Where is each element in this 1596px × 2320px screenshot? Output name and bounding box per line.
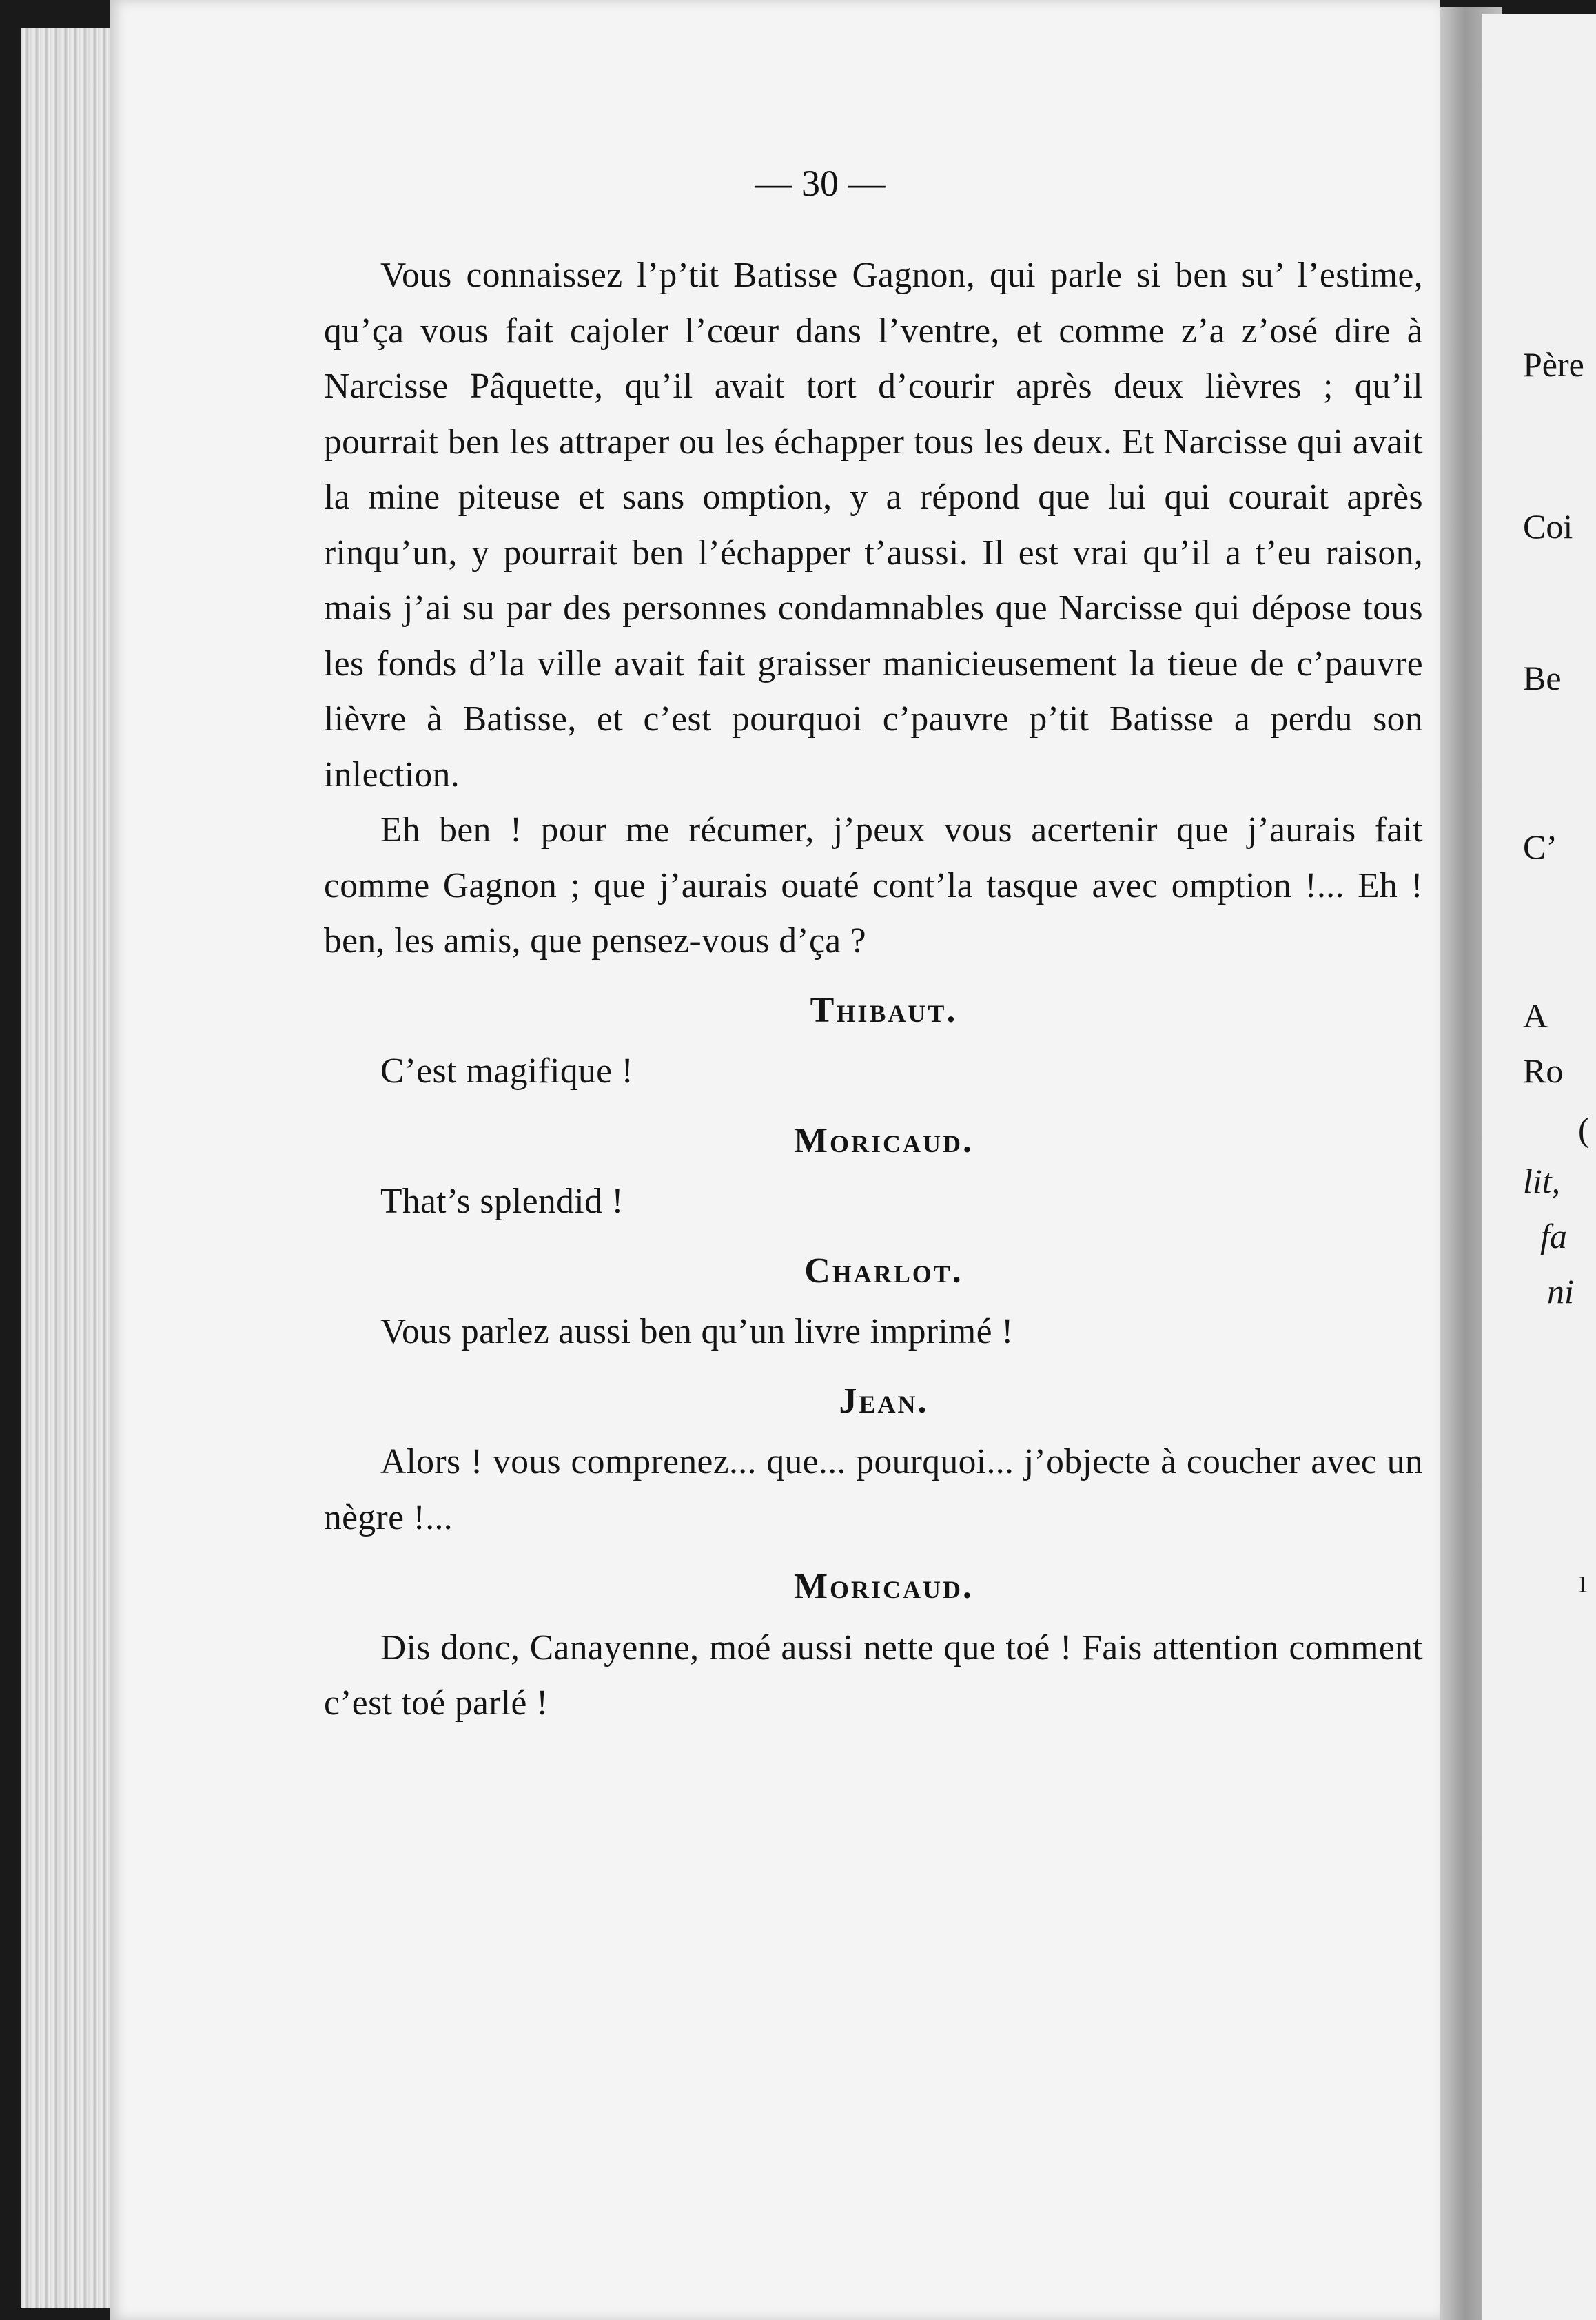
dialogue-line: Vous parlez aussi ben qu’un livre imprimé ! (380, 1312, 1014, 1351)
facing-page-edge (1482, 14, 1596, 2320)
facing-page-fragment: Père (1523, 345, 1584, 384)
facing-page-fragment: lit, (1523, 1162, 1561, 1200)
dialogue-line: That’s splendid ! (380, 1182, 624, 1221)
facing-page-fragment: Ro (1523, 1051, 1564, 1090)
facing-page-fragment: ( (1578, 1110, 1590, 1149)
facing-page-fragment: ni (1547, 1272, 1574, 1311)
speaker-name: Moricaud. (793, 1567, 974, 1606)
facing-page-fragment: Be (1523, 659, 1562, 697)
page-number: — 30 — (755, 163, 886, 204)
paragraph: Eh ben ! pour me récumer, j’peux vous acertenir que j’aurais fait comme Gagnon ; que j’aurais ouaté cont’la tasque avec omption !... Eh ! ben, les amis, que pensez-vous d’ça ? (324, 810, 1423, 961)
dialogue-line: Alors ! vous comprenez... que... pourquoi... j’objecte à coucher avec un nègre !... (324, 1442, 1423, 1537)
speaker-name: Thibaut. (810, 990, 958, 1030)
facing-page-fragment: A (1523, 996, 1548, 1035)
facing-page-fragment: C’ (1523, 828, 1557, 866)
paragraph: Vous connaissez l’p’tit Batisse Gagnon, qui parle si ben su’ l’estime, qu’ça vous fait cajoler l’cœur dans l’ventre, et comme z’a z’osé dire à Narcisse Pâquette, qu’il avait tort d’courir après deux lièvres ; qu’il pourrait ben les attraper ou les échapper tous les deux. Et Narcisse qui avait la mine piteuse et sans omption, y a répond que lui qui courait après rinqu’un, y pourrait ben l’échapper t’aussi. Il est vrai qu’il a t’eu raison, mais j’ai su par des personnes condamnables que Narcisse qui dépose tous les fonds d’la ville avait fait graisser manicieusement la tieue de c’pauvre lièvre à Batisse, et c’est pourquoi c’pauvre p’tit Batisse a perdu son inlection. (324, 256, 1423, 794)
page-edges (21, 28, 117, 2308)
dialogue-line: C’est magifique ! (380, 1051, 634, 1091)
dialogue-line: Dis donc, Canayenne, moé aussi nette que toé ! Fais attention comment c’est toé parlé ! (324, 1628, 1423, 1723)
speaker-name: Charlot. (804, 1251, 963, 1291)
facing-page-fragment: Coi (1523, 507, 1573, 546)
facing-page-fragment: fa (1540, 1217, 1567, 1255)
page-text (324, 248, 1423, 1732)
speaker-name: Moricaud. (793, 1120, 974, 1160)
speaker-name: Jean. (839, 1381, 929, 1421)
facing-page-fragment: ı (1578, 1561, 1588, 1600)
